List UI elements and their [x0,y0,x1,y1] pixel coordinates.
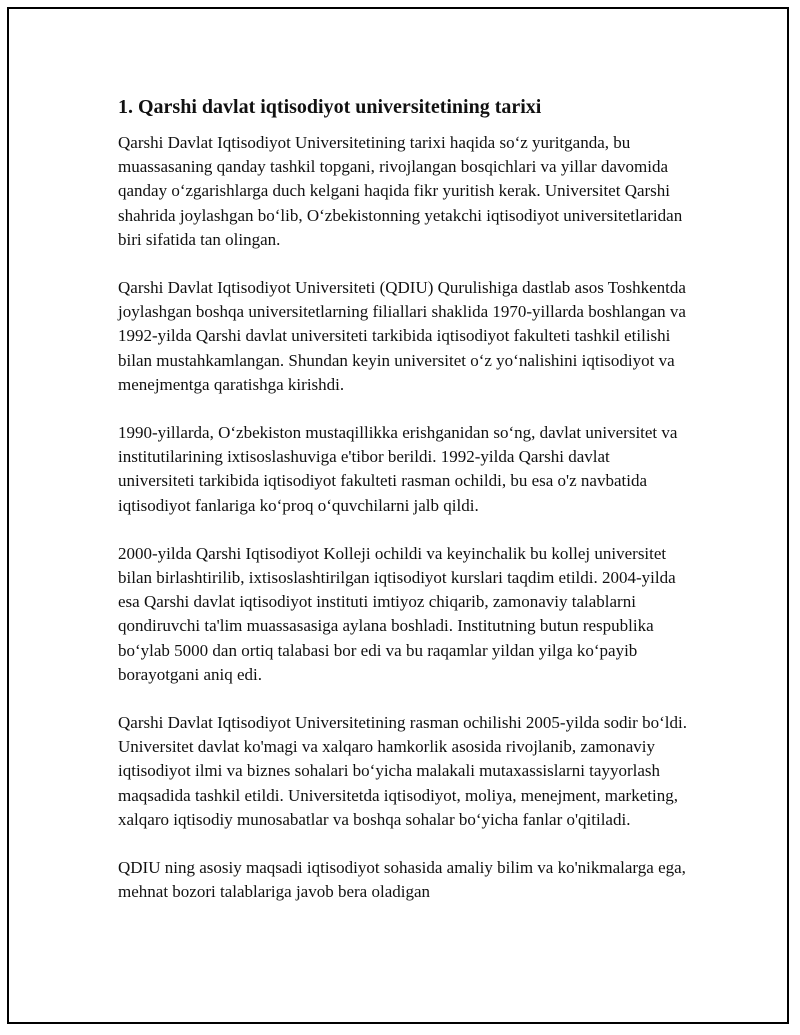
document-body [118,93,688,928]
paragraph-1: Qarshi Davlat Iqtisodiyot Universitetining tarixi haqida so‘z yuritganda, bu muassasaning qanday tashkil topgani, rivojlangan bosqichlari va yillar davomida qanday o‘zgarishlarga duch kelgani haqida fikr yuritish kerak. Universitet Qarshi shahrida joylashgan bo‘lib, O‘zbekistonning yetakchi iqtisodiyot universitetlaridan biri sifatida tan olingan. [118,133,683,249]
paragraph-4: 2000-yilda Qarshi Iqtisodiyot Kolleji ochildi va keyinchalik bu kollej universitet bilan birlashtirilib, ixtisoslashtirilgan iqtisodiyot kurslari taqdim etildi. 2004-yilda esa Qarshi davlat iqtisodiyot instituti imtiyoz chiqarib, zamonaviy talablarni qondiruvchi ta'lim muassasasiga aylana boshladi. Institutning butun respublika bo‘ylab 5000 dan ortiq talabasi bor edi va bu raqamlar yildan yilga ko‘payib borayotgani aniq edi. [118,543,676,684]
paragraph-2: Qarshi Davlat Iqtisodiyot Universiteti (QDIU) Qurulishiga dastlab asos Toshkentda joylashgan boshqa universitetlarning filiallari shaklida 1970-yillarda boshlangan va 1992-yilda Qarshi davlat universiteti tarkibida iqtisodiyot fakulteti tashkil etilishi bilan mustahkamlangan. Shundan keyin universitet o‘z yo‘nalishini iqtisodiyot va menejmentga qaratishga kirishdi. [118,278,686,394]
paragraph-3: 1990-yillarda, O‘zbekiston mustaqillikka erishganidan so‘ng, davlat universitet va institutilarining ixtisoslashuviga e'tibor berildi. 1992-yilda Qarshi davlat universiteti tarkibida iqtisodiyot fakulteti rasman ochildi, bu esa o'z navbatida iqtisodiyot fanlariga ko‘proq o‘quvchilarni jalb qildi. [118,423,678,515]
section-heading: 1. Qarshi davlat iqtisodiyot universitetining tarixi [118,96,542,118]
paragraph-6: QDIU ning asosiy maqsadi iqtisodiyot sohasida amaliy bilim va ko'nikmalarga ega, mehnat bozori talablariga javob bera oladigan [118,858,686,902]
paragraph-5: Qarshi Davlat Iqtisodiyot Universitetining rasman ochilishi 2005-yilda sodir bo‘ldi. Universitet davlat ko'magi va xalqaro hamkorlik asosida rivojlanib, zamonaviy iqtisodiyot ilmi va biznes sohalari bo‘yicha malakali mutaxassislarni tayyorlash maqsadida tashkil etildi. Universitetda iqtisodiyot, moliya, menejment, marketing, xalqaro iqtisodiy munosabatlar va boshqa sohalar bo‘yicha fanlar o'qitiladi. [118,713,687,829]
